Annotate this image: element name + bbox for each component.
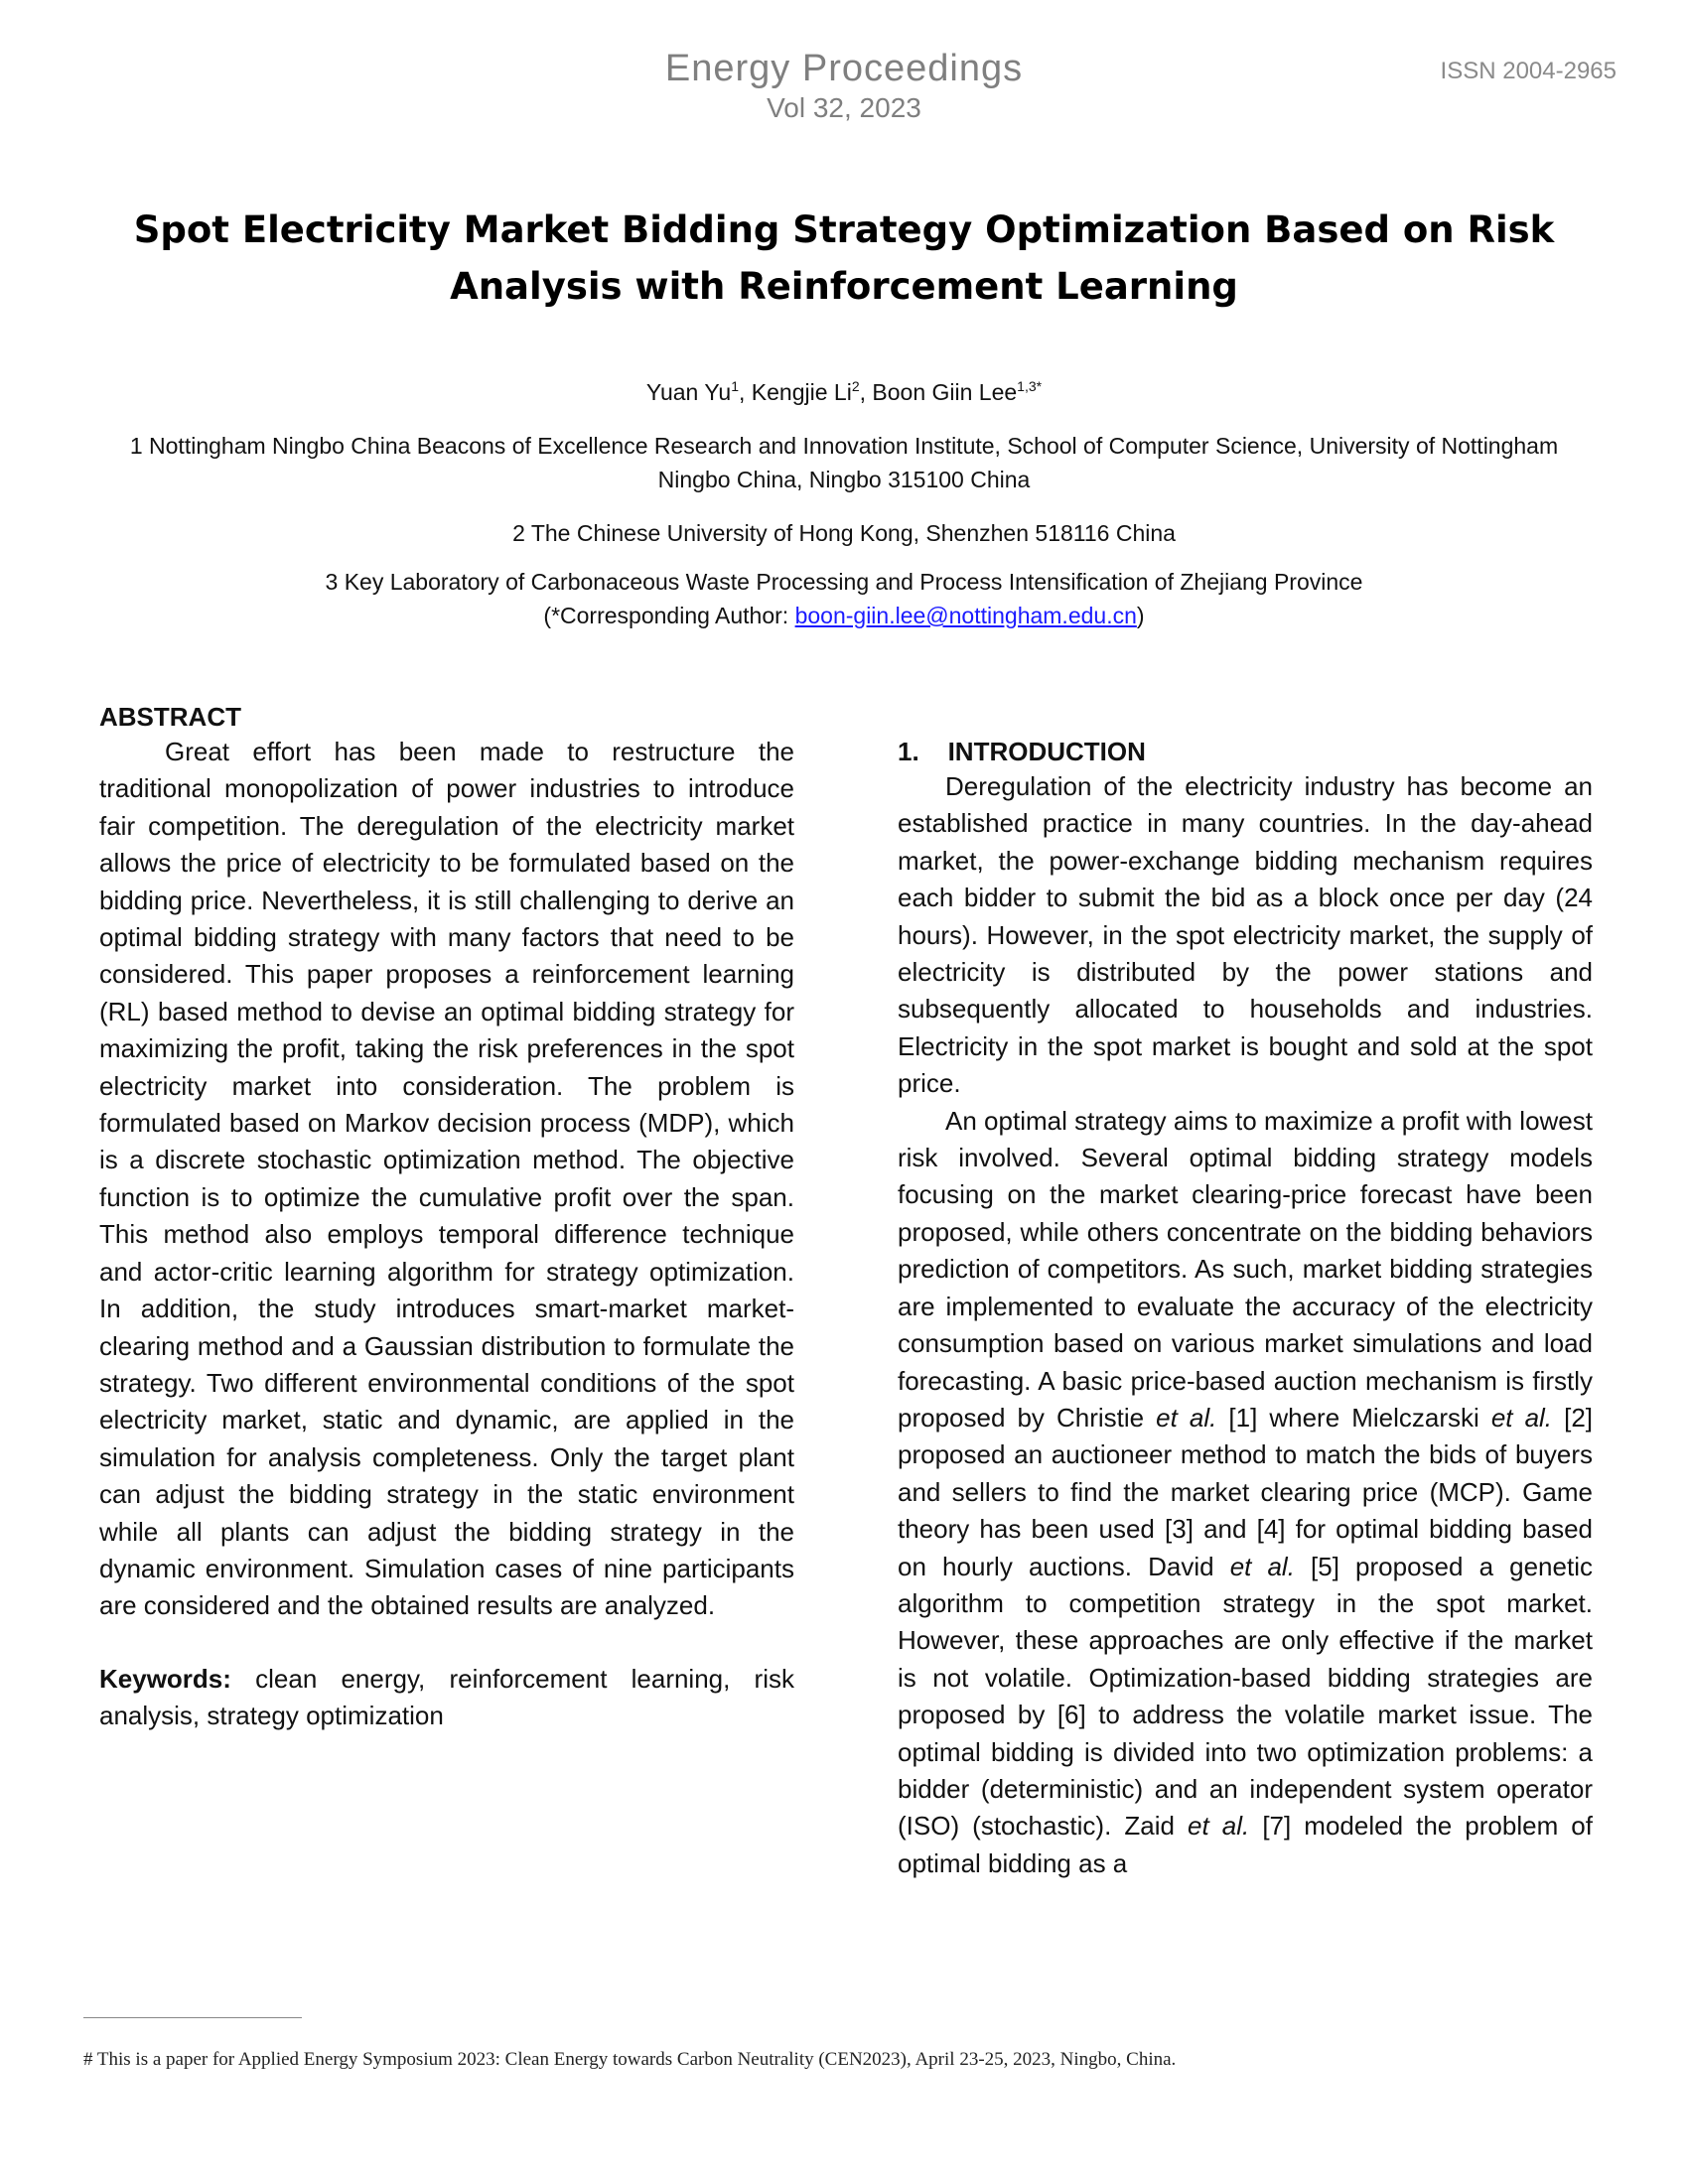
email-link[interactable]: boon-giin.lee@nottingham.edu.cn <box>794 603 1137 628</box>
abstract-heading: ABSTRACT <box>99 702 241 732</box>
keywords-text: clean energy, reinforcement learning, risk analysis, strategy optimization <box>99 1663 794 1731</box>
keywords <box>99 1661 794 1735</box>
intro-text: [5] proposed a genetic algorithm to competition strategy in the spot market. However, these approaches are only effective if the market is not volatile. Optimization-based bidding strategies are proposed by [6] to address the volatile market issue. The optimal bidding is divided into two optimization problems: a bidder (deterministic) and an independent system operator (ISO) (stochastic). Zaid <box>898 1551 1593 1842</box>
affiliation-2: 2 The Chinese University of Hong Kong, Shenzhen 518116 China <box>512 520 1176 546</box>
intro-paragraph-2 <box>898 1103 1593 1883</box>
footnote: # This is a paper for Applied Energy Symposium 2023: Clean Energy towards Carbon Neutrality (CEN2023), April 23-25, 2023, Ningbo, China. <box>83 2049 1177 2070</box>
author-affiliation-mark: 2 <box>851 378 860 394</box>
affiliation-3 <box>99 565 1589 632</box>
corresponding-author <box>99 599 1589 632</box>
keywords-label: Keywords: <box>99 1663 231 1694</box>
issn: ISSN 2004-2965 <box>1440 58 1617 84</box>
corresponding-suffix: ) <box>1136 603 1145 628</box>
introduction-heading: 1. INTRODUCTION <box>898 737 1146 766</box>
journal-volume: Vol 32, 2023 <box>767 92 921 123</box>
author-name: Kengjie Li <box>751 379 852 405</box>
author-name: Boon Giin Lee <box>872 379 1018 405</box>
corresponding-prefix: (*Corresponding Author: <box>543 603 795 628</box>
affiliation-1: 1 Nottingham Ningbo China Beacons of Excellence Research and Innovation Institute, School of Computer Science, University of Nottingham Ningbo China, Ningbo 315100 China <box>129 433 1559 492</box>
intro-italic: et al. <box>1490 1402 1553 1433</box>
author-affiliation-mark: 1,3* <box>1017 378 1043 394</box>
introduction-section <box>898 735 1593 1882</box>
intro-italic: et al. <box>1229 1551 1295 1581</box>
abstract-section <box>99 700 794 1735</box>
footnote-rule <box>83 2017 302 2018</box>
intro-italic: et al. <box>1188 1811 1250 1842</box>
intro-text: An optimal strategy aims to maximize a profit with lowest risk involved. Several optimal bidding strategy models focusing on the market clearing-price forecast have been proposed, while others concentrate on the bidding behaviors prediction of competitors. As such, market bidding strategies are implemented to evaluate the accuracy of the electricity consumption based on various market simulations and load forecasting. A basic price-based auction mechanism is firstly proposed by Christie <box>898 1105 1593 1433</box>
abstract-text: Great effort has been made to restructure the traditional monopolization of power industries to introduce fair competition. The deregulation of the electricity market allows the price of electricity to be formulated based on the bidding price. Nevertheless, it is still challenging to derive an optimal bidding strategy with many factors that need to be considered. This paper proposes a reinforcement learning (RL) based method to devise an optimal bidding strategy for maximizing the profit, taking the risk preferences in the spot electricity market into consideration. The problem is formulated based on Markov decision process (MDP), which is a discrete stochastic optimization method. The objective function is to optimize the cumulative profit over the span. This method also employs temporal difference technique and actor-critic learning algorithm for strategy optimization. In addition, the study introduces smart-market market-clearing method and a Gaussian distribution to formulate the strategy. Two different environmental conditions of the spot electricity market, static and dynamic, are applied in the simulation for analysis completeness. Only the target plant can adjust the bidding strategy in the static environment while all plants can adjust the bidding strategy in the dynamic environment. Simulation cases of nine participants are considered and the obtained results are analyzed. <box>99 737 794 1621</box>
paper-title: Spot Electricity Market Bidding Strategy Optimization Based on Risk Analysis with Reinforcement Learning <box>133 208 1555 308</box>
journal-name: Energy Proceedings <box>664 48 1024 89</box>
intro-text: [2] proposed an auctioneer method to match the bids of buyers and sellers to find the market clearing price (MCP). Game theory has been used [3] and [4] for optimal bidding based on hourly auctions. David <box>898 1402 1594 1581</box>
affiliation-3-text: 3 Key Laboratory of Carbonaceous Waste Processing and Process Intensification of Zhejiang Province <box>325 569 1363 595</box>
intro-paragraph-1: Deregulation of the electricity industry has become an established practice in many countries. In the day-ahead market, the power-exchange bidding mechanism requires each bidder to submit the bid as a block once per day (24 hours). However, in the spot electricity market, the supply of electricity is distributed by the power stations and subsequently allocated to households and industries. Electricity in the spot market is bought and sold at the spot price. <box>898 771 1593 1099</box>
intro-text: [7] modeled the problem of optimal bidding as a <box>898 1811 1593 1878</box>
journal-header <box>0 46 1688 125</box>
author-list: Yuan Yu$^1$, Kengjie Li$^2$, Boon Giin Lee$^{1,3*}$ <box>645 378 1043 405</box>
intro-italic: et al. <box>1156 1402 1217 1433</box>
author-name: Yuan Yu <box>645 379 732 405</box>
intro-text: [1] where Mielczarski <box>1216 1402 1491 1433</box>
author-affiliation-mark: 1 <box>731 378 739 394</box>
